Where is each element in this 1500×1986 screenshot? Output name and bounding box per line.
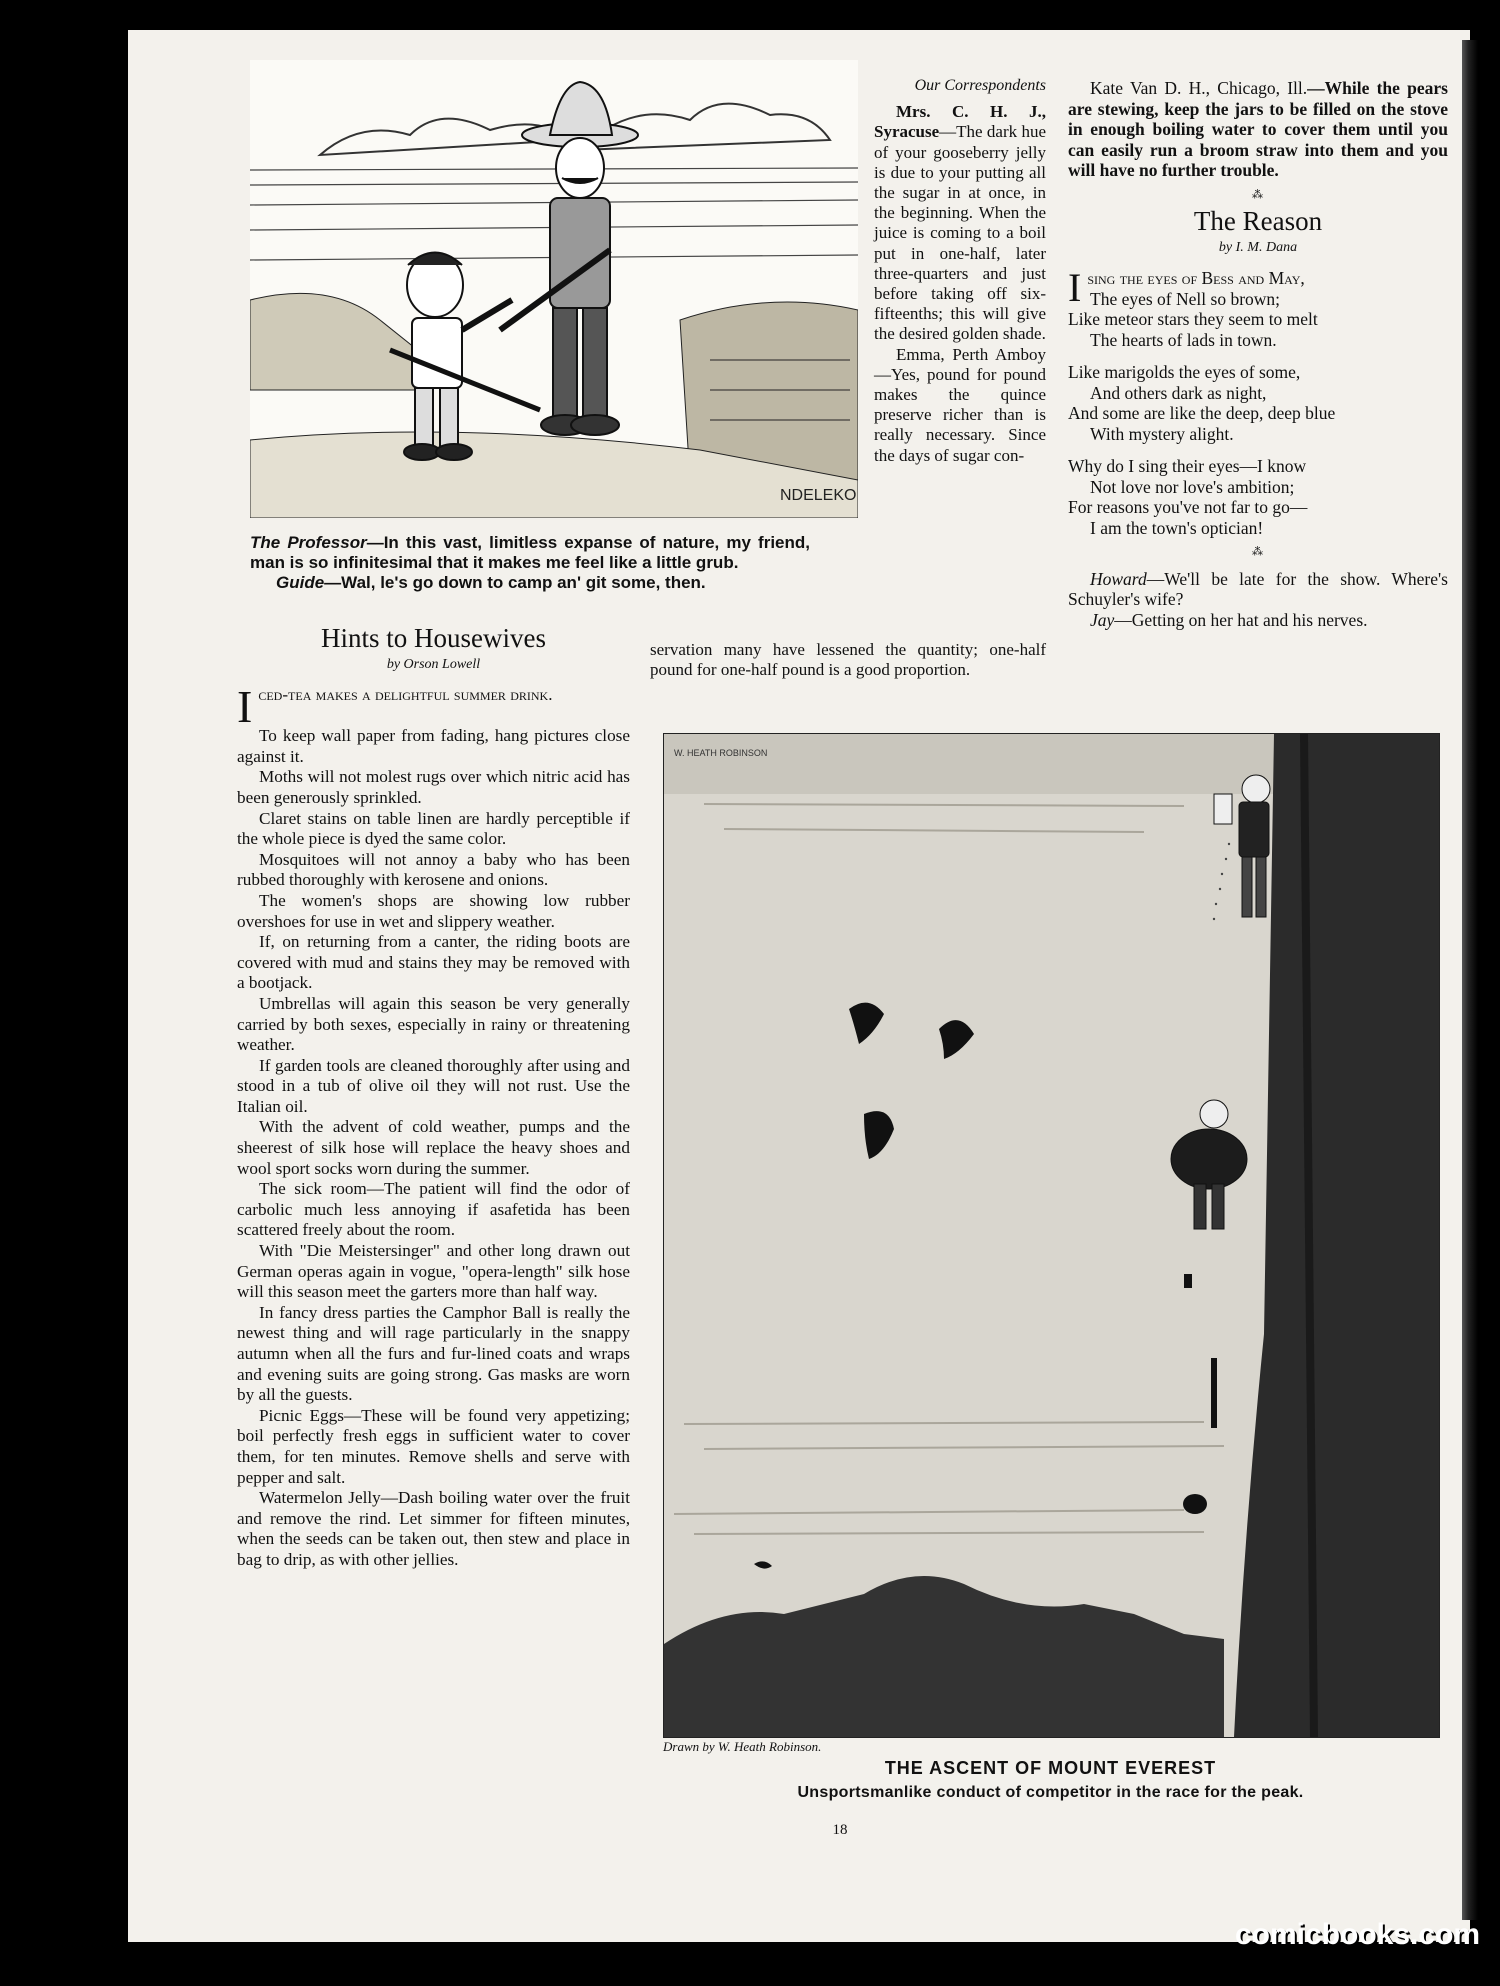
- everest-drawing: [664, 734, 1439, 1737]
- hint-item: Moths will not molest rugs over which nitric acid has been generously sprinkled.: [237, 767, 630, 807]
- canyon-cartoon: [250, 60, 858, 518]
- hint-item: With "Die Meistersinger" and other long drawn out German operas again in vogue, "opera-length" silk hose will this season meet the garters more than half way.: [237, 1241, 630, 1302]
- hint-item: If, on returning from a canter, the riding boots are covered with mud and stains they may be removed with a bootjack.: [237, 932, 630, 993]
- hint-item: Watermelon Jelly—Dash boiling water over the fruit and remove the rind. Let simmer for fifteen minutes, when the seeds can be taken out, then stew and place in bag to drip, as with other jellies.: [237, 1488, 630, 1569]
- hint-item: Claret stains on table linen are hardly perceptible if the whole piece is dyed the same color.: [237, 808, 630, 849]
- poem-stanza-2: Like marigolds the eyes of some, And others dark as night, And some are like the deep, deep blue With mystery alight.: [1068, 362, 1336, 444]
- cartoon-signature: NDELEKO.: [780, 487, 858, 504]
- poem-dropcap: I: [1068, 265, 1082, 310]
- hints-first: Iced-tea makes a delightful summer drink.: [237, 681, 553, 733]
- caption-guide: Guide—Wal, le's go down to camp an' git some, then.: [276, 573, 706, 592]
- hint-item: If garden tools are cleaned thoroughly after using and stood in a tub of olive oil they will not rust. Use the Italian oil.: [237, 1055, 630, 1116]
- everest-title: THE ASCENT OF MOUNT EVEREST: [884, 1758, 1217, 1778]
- poem-body: [1068, 265, 1448, 538]
- divider-stars: ⁂: [1252, 188, 1264, 201]
- hint-item: To keep wall paper from fading, hang pictures close against it.: [237, 726, 630, 766]
- poem-stanza-3: Why do I sing their eyes—I know Not love nor love's ambition; For reasons you've not far to go— I am the town's optician!: [1068, 456, 1308, 538]
- everest-cartoon: [663, 733, 1440, 1738]
- joke-jay: Jay—Getting on her hat and his nerves.: [1090, 609, 1368, 630]
- letter-emma: Emma, Perth Amboy—Yes, pound for pound makes the quince preserve richer than is really necessary. Since the days of sugar con-: [874, 344, 1046, 465]
- correspondents-heading: Our Correspondents: [914, 77, 1046, 94]
- letter-mrs-chj: Mrs. C. H. J., Syracuse—The dark hue of your gooseberry jelly is due to your putting all the sugar in at once, in the beginning. When the juice is coming to a boil put in one-half, later three-quarters and just before taking off six-fifteenths; this will give the desired golden shade.: [874, 102, 1046, 344]
- hints-list: [237, 726, 630, 1570]
- correspondents-column: [874, 76, 1046, 466]
- hints-title: Hints to Housewives: [321, 623, 546, 653]
- hint-item: With the advent of cold weather, pumps and the sheerest of silk hose will replace the heavy shoes and wool sport socks worn during the summer.: [237, 1117, 630, 1178]
- hint-item: In fancy dress parties the Camphor Ball is really the newest thing and will rage particularly in the snappy autumn when all the furs and fur-lined coats and wraps and evening suits are going strong. Gas masks are worn by all the guests.: [237, 1302, 630, 1405]
- hints-dropcap: I: [237, 681, 253, 733]
- poem-byline: by I. M. Dana: [1218, 239, 1298, 255]
- hint-item: Umbrellas will again this season be very generally carried by both sexes, especially in rainy or threatening weather.: [237, 993, 630, 1055]
- hints-column: [237, 623, 630, 1571]
- hint-item: Picnic Eggs—These will be found very appetizing; boil perfectly fresh eggs in sufficient water to cover them, for ten minutes. Remove shells and serve with pepper and salt.: [237, 1405, 630, 1487]
- canyon-cartoon-drawing: [250, 60, 858, 518]
- correspondents-continuation: servation many have lessened the quantity; one-half pound for one-half pound is a good proportion.: [650, 640, 1046, 680]
- letter-kate: Kate Van D. H., Chicago, Ill.—While the pears are stewing, keep the jars to be filled on the stove in enough boiling water to cover them until you can easily run a broom straw into them and you will have no further trouble.: [1068, 78, 1448, 180]
- everest-credit: Drawn by W. Heath Robinson.: [663, 1739, 822, 1754]
- hint-item: The women's shops are showing low rubber overshoes for use in wet and slippery weather.: [237, 890, 630, 931]
- everest-signature: W. HEATH ROBINSON: [674, 748, 768, 758]
- page-number: 18: [832, 1822, 848, 1838]
- watermark: comicbooks.com: [1235, 1918, 1481, 1951]
- everest-subtitle: Unsportsmanlike conduct of competitor in the race for the peak.: [797, 1784, 1304, 1801]
- caption-professor: The Professor—In this vast, limitless expanse of nature, my friend, man is so infinitesimal that it makes me feel like a little grub.: [250, 533, 810, 572]
- poem-stanza-1: Ising the eyes of Bess and May, The eyes of Nell so brown; Like meteor stars they seem to melt The hearts of lads in town.: [1068, 265, 1318, 350]
- hint-item: Mosquitoes will not annoy a baby who has been rubbed thoroughly with kerosene and onions.: [237, 849, 630, 890]
- book-spine: [1462, 40, 1478, 1920]
- hints-byline: by Orson Lowell: [386, 656, 481, 672]
- cartoon-caption: [250, 533, 810, 593]
- hint-item: The sick room—The patient will find the odor of carbolic much less annoying if asafetida has been scattered freely about the room.: [237, 1179, 630, 1240]
- divider-stars-2: ⁂: [1252, 546, 1264, 558]
- right-column: [1068, 78, 1448, 630]
- poem-title: The Reason: [1193, 206, 1323, 236]
- joke-howard: Howard—We'll be late for the show. Where's Schuyler's wife?: [1068, 568, 1448, 609]
